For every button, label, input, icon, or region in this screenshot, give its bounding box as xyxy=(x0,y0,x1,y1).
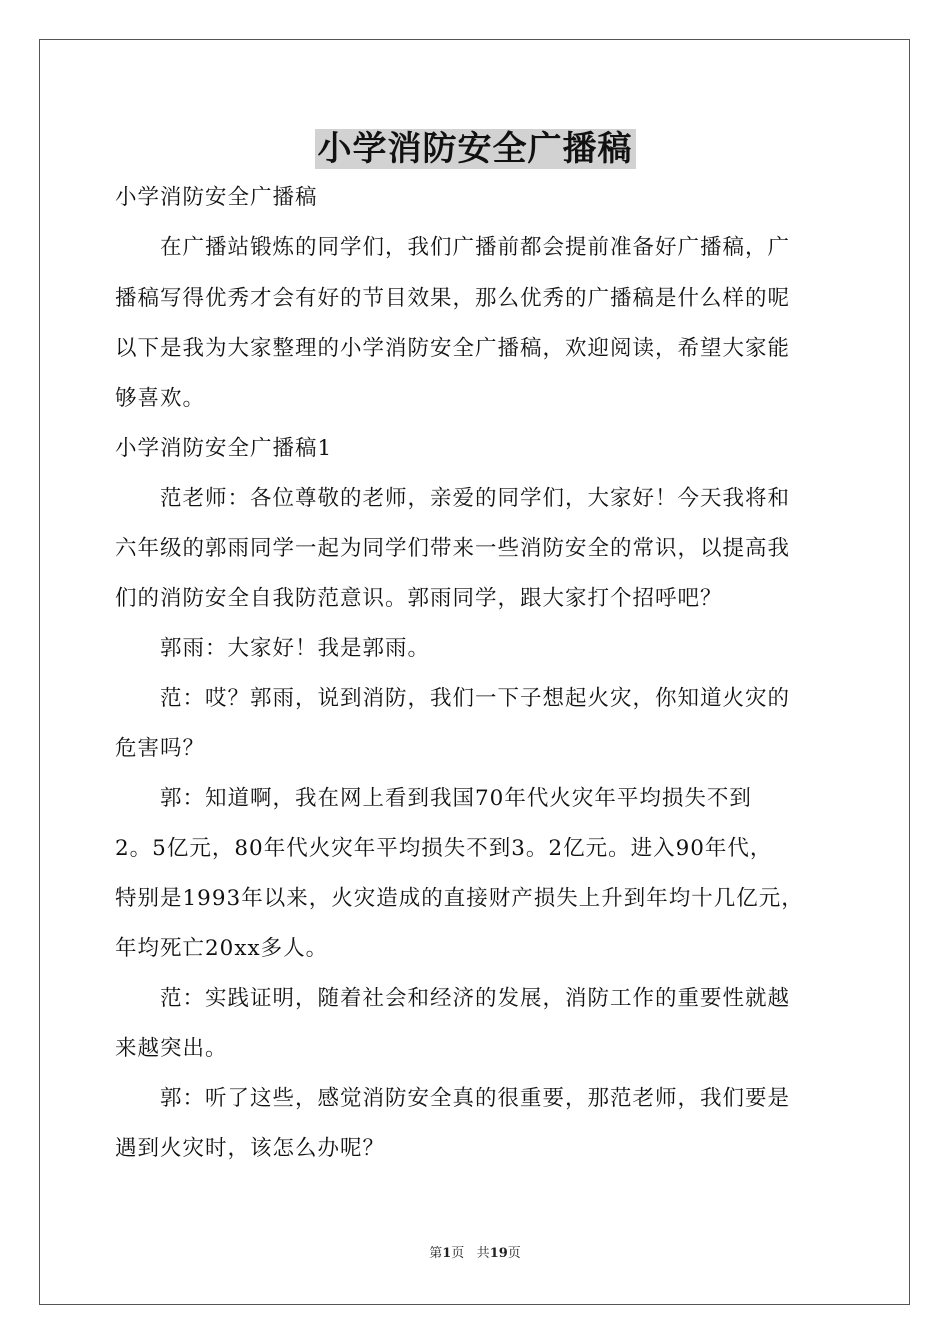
body-line: 年均死亡20xx多人。 xyxy=(115,936,329,961)
body-line: 们的消防安全自我防范意识。郭雨同学，跟大家打个招呼吧？ xyxy=(115,586,723,611)
body-line: 在广播站锻炼的同学们，我们广播前都会提前准备好广播稿，广 xyxy=(115,235,791,260)
subtitle-line: 小学消防安全广播稿 xyxy=(115,185,318,210)
body-line: 遇到火灾时，该怎么办呢？ xyxy=(115,1136,386,1161)
body-line: 以下是我为大家整理的小学消防安全广播稿，欢迎阅读，希望大家能 xyxy=(115,336,791,361)
section-heading: 小学消防安全广播稿1 xyxy=(115,436,333,461)
body-line: 播稿写得优秀才会有好的节目效果，那么优秀的广播稿是什么样的呢 xyxy=(115,286,791,311)
body-line: 来越突出。 xyxy=(115,1036,228,1061)
page-prefix: 第 xyxy=(429,1246,443,1261)
document-title xyxy=(0,126,950,172)
total-suffix: 页 xyxy=(507,1246,521,1261)
page-footer xyxy=(0,1244,950,1264)
body-line: 郭：知道啊，我在网上看到我国70年代火灾年平均损失不到 xyxy=(115,786,752,811)
page-number: 1 xyxy=(442,1246,452,1261)
body-line: 六年级的郭雨同学一起为同学们带来一些消防安全的常识，以提高我 xyxy=(115,536,791,561)
document-title-text: 小学消防安全广播稿 xyxy=(315,129,636,169)
body-line: 特别是1993年以来，火灾造成的直接财产损失上升到年均十几亿元， xyxy=(115,886,804,911)
page-frame xyxy=(39,39,910,1305)
total-prefix: 共 xyxy=(476,1246,490,1261)
body-line: 范：哎？郭雨，说到消防，我们一下子想起火灾，你知道火灾的 xyxy=(115,686,791,711)
body-line: 郭雨：大家好！我是郭雨。 xyxy=(115,636,431,661)
body-line: 2。5亿元，80年代火灾年平均损失不到3。2亿元。进入90年代， xyxy=(115,836,773,861)
body-line: 范：实践证明，随着社会和经济的发展，消防工作的重要性就越 xyxy=(115,986,791,1011)
total-pages: 19 xyxy=(489,1246,508,1261)
body-line: 范老师：各位尊敬的老师，亲爱的同学们，大家好！今天我将和 xyxy=(115,486,791,511)
body-line: 郭：听了这些，感觉消防安全真的很重要，那范老师，我们要是 xyxy=(115,1086,791,1111)
page-suffix: 页 xyxy=(451,1246,465,1261)
body-line: 够喜欢。 xyxy=(115,386,206,411)
body-line: 危害吗？ xyxy=(115,736,206,761)
